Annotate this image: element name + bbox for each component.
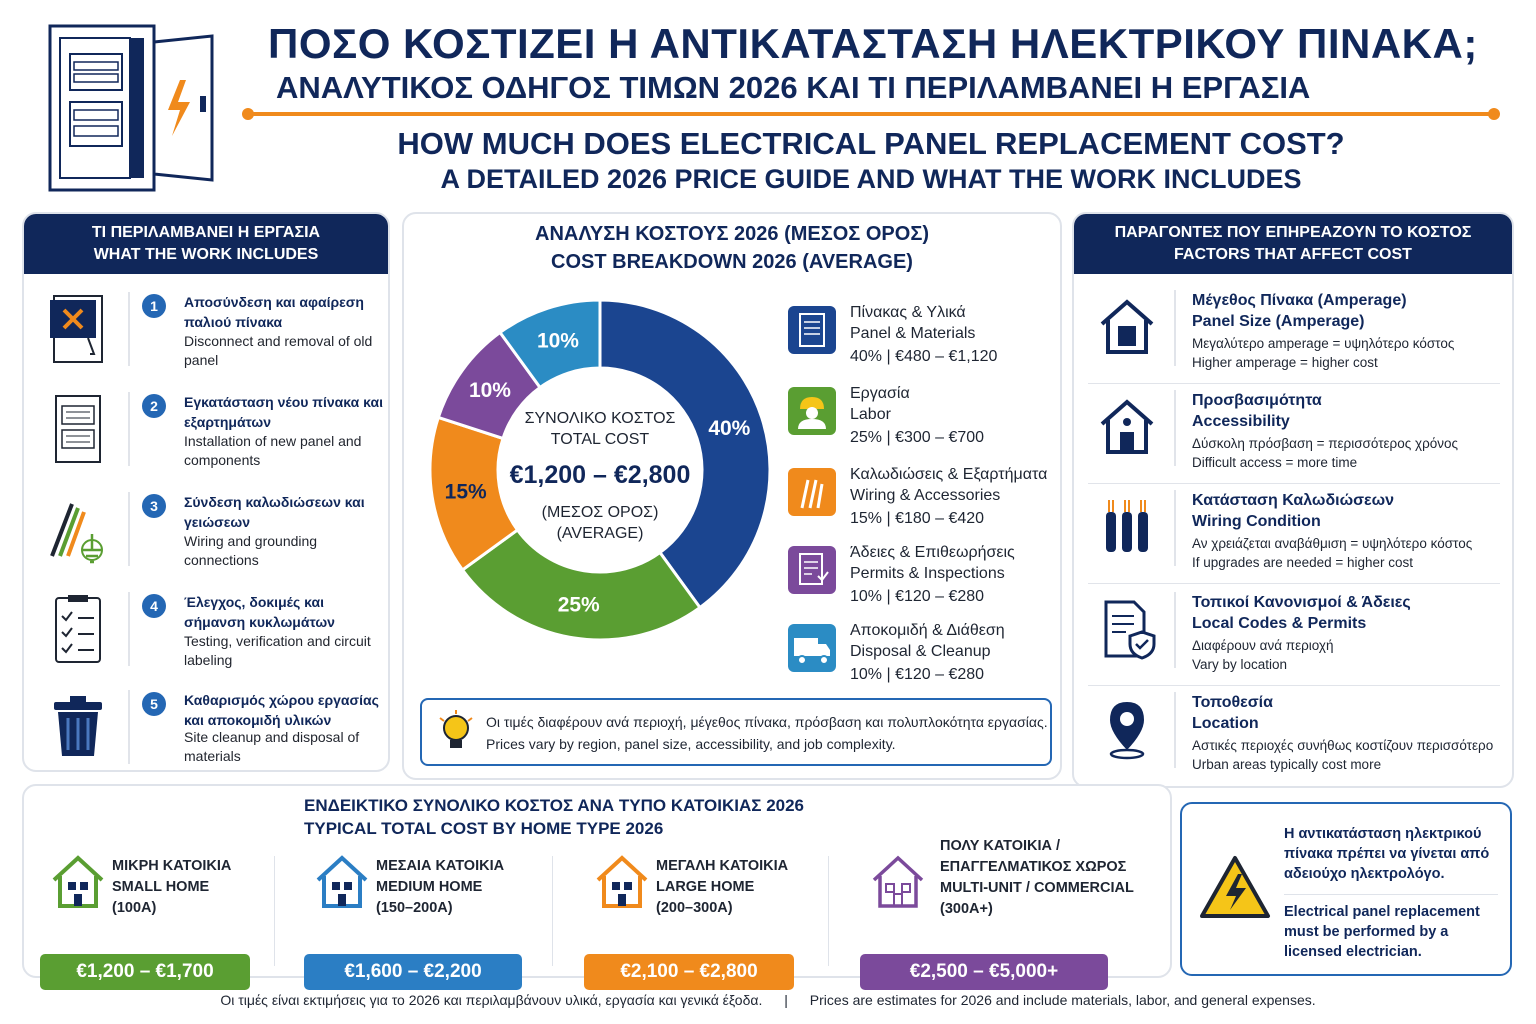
home-type-gr: ΜΙΚΡΗ ΚΑΤΟΙΚΙΑ <box>112 858 232 874</box>
legend-label-gr: Άδειες & Επιθεωρήσεις <box>850 544 1015 561</box>
note-text-en: Prices vary by region, panel size, accessibility, and job complexity. <box>486 736 896 752</box>
house-panel-icon <box>1096 296 1158 358</box>
legend-detail: 15% | €180 – €420 <box>850 510 985 527</box>
home-price-badge: €2,100 – €2,800 <box>584 954 794 990</box>
cost-heading-en: COST BREAKDOWN 2026 (AVERAGE) <box>551 251 913 273</box>
factor-desc-en: Urban areas typically cost more <box>1192 757 1382 772</box>
legend-label-gr: Καλωδιώσεις & Εξαρτήματα <box>850 466 1048 483</box>
work-step <box>24 390 390 486</box>
factor-item <box>1086 284 1500 384</box>
factor-divider <box>1174 592 1176 668</box>
permit-document-icon <box>788 546 836 594</box>
work-includes-header <box>24 214 388 274</box>
page-subtitle-en: A DETAILED 2026 PRICE GUIDE AND WHAT THE WORK INCLUDES <box>440 164 1302 194</box>
step-divider <box>128 690 130 764</box>
factor-desc-gr: Αν χρειάζεται αναβάθμιση = υψηλότερο κόστος <box>1192 536 1473 551</box>
panel-materials-icon <box>788 306 836 354</box>
step-number: 2 <box>142 394 166 418</box>
legend-label-gr: Εργασία <box>850 385 910 402</box>
donut-slice-label: 40% <box>708 416 751 440</box>
factor-separator <box>1088 583 1500 584</box>
new-panel-icon <box>48 394 108 470</box>
total-cost-label-en: TOTAL COST <box>550 431 650 448</box>
donut-slice-label: 10% <box>468 379 511 403</box>
warning-text-gr: Η αντικατάσταση ηλεκτρικού πίνακα πρέπει να γίνεται από αδειούχο ηλεκτρολόγο. <box>1284 826 1490 882</box>
step-divider <box>128 292 130 366</box>
step-number: 1 <box>142 294 166 318</box>
factor-title-gr: Προσβασιμότητα <box>1192 392 1322 409</box>
legend-detail: 40% | €480 – €1,120 <box>850 348 998 365</box>
donut-slice-label: 10% <box>536 329 579 353</box>
electrical-panel-icon <box>48 22 218 194</box>
cost-factors-panel <box>1072 212 1514 788</box>
cables-icon <box>1096 496 1158 558</box>
worker-icon <box>788 387 836 435</box>
home-price-badge: €1,200 – €1,700 <box>40 954 250 990</box>
cost-heading-gr: ΑΝΑΛΥΣΗ ΚΟΣΤΟΥΣ 2026 (ΜΕΣΟΣ ΟΡΟΣ) <box>535 223 929 245</box>
step-title-gr: Εγκατάσταση νέου πίνακα και εξαρτημάτων <box>184 394 383 430</box>
legend-detail: 10% | €120 – €280 <box>850 588 985 605</box>
factor-desc-en: Difficult access = more time <box>1192 455 1358 470</box>
lightbulb-icon <box>436 710 476 756</box>
step-divider <box>128 392 130 466</box>
step-number: 3 <box>142 494 166 518</box>
wiring-ground-icon <box>48 494 108 570</box>
legend-label-gr: Πίνακας & Υλικά <box>850 304 966 321</box>
truck-icon <box>788 624 836 672</box>
donut-slice <box>462 530 699 640</box>
page-title-gr: ΠΟΣΟ ΚΟΣΤΙΖΕΙ Η ΑΝΤΙΚΑΤΑΣΤΑΣΗ ΗΛΕΚΤΡΙΚΟΥ ΠΙΝΑΚΑ; <box>268 20 1478 67</box>
home-type-en: SMALL HOME <box>112 879 210 895</box>
step-title-en: Installation of new panel and components <box>184 433 362 468</box>
page-title-en: HOW MUCH DOES ELECTRICAL PANEL REPLACEMENT COST? <box>397 126 1345 161</box>
home-cost-heading-gr: ΕΝΔΕΙΚΤΙΚΟ ΣΥΝΟΛΙΚΟ ΚΟΣΤΟΣ ΑΝΑ ΤΥΠΟ ΚΑΤΟΙΚΙΑΣ 2026 <box>304 796 805 815</box>
footer-note <box>0 992 1536 1008</box>
home-type-en: MULTI-UNIT / COMMERCIAL <box>940 880 1134 896</box>
legend-item <box>788 302 1058 382</box>
factor-title-en: Panel Size (Amperage) <box>1192 313 1365 330</box>
home-amperage: (150–200A) <box>376 900 453 916</box>
footer-text-en: Prices are estimates for 2026 and include materials, labor, and general expenses. <box>809 992 1316 1008</box>
legend-item <box>788 620 1058 700</box>
factor-desc-gr: Δύσκολη πρόσβαση = περισσότερος χρόνος <box>1192 436 1459 451</box>
home-cost-heading-en: TYPICAL TOTAL COST BY HOME TYPE 2026 <box>304 819 664 838</box>
factor-desc-gr: Αστικές περιοχές συνήθως κοστίζουν περισσότερο <box>1192 738 1494 753</box>
large-house-icon <box>594 854 650 908</box>
column-divider <box>552 856 553 966</box>
work-includes-panel <box>22 212 390 772</box>
factor-title-gr: Μέγεθος Πίνακα (Amperage) <box>1192 292 1407 309</box>
legend-label-en: Permits & Inspections <box>850 565 1005 582</box>
footer-text-gr: Οι τιμές είναι εκτιμήσεις για το 2026 και περιλαμβάνουν υλικά, εργασία και γενικά έξοδα. <box>220 992 763 1008</box>
home-amperage: (100A) <box>112 900 157 916</box>
donut-slice-label: 15% <box>444 480 487 504</box>
home-price-badge: €2,500 – €5,000+ <box>860 954 1108 990</box>
legend-detail: 25% | €300 – €700 <box>850 429 985 446</box>
step-divider <box>128 492 130 566</box>
home-amperage: (300A+) <box>940 901 993 917</box>
factors-heading-gr: ΠΑΡΑΓΟΝΤΕΣ ΠΟΥ ΕΠΗΡΕΑΖΟΥΝ ΤΟ ΚΟΣΤΟΣ <box>1114 224 1472 241</box>
step-number: 5 <box>142 692 166 716</box>
home-type-card <box>304 850 574 980</box>
step-divider <box>128 592 130 666</box>
licensed-electrician-warning <box>1180 802 1512 976</box>
legend-label-gr: Αποκομιδή & Διάθεση <box>850 622 1005 639</box>
factors-heading-en: FACTORS THAT AFFECT COST <box>1174 246 1412 263</box>
total-cost-value: €1,200 – €2,800 <box>509 461 691 489</box>
home-type-panel <box>22 784 1172 982</box>
work-step <box>24 688 390 784</box>
factor-divider <box>1174 390 1176 466</box>
factor-item <box>1086 586 1500 686</box>
step-title-gr: Αποσύνδεση και αφαίρεση παλιού πίνακα <box>184 294 364 330</box>
factor-title-en: Location <box>1192 715 1259 732</box>
work-heading-gr: ΤΙ ΠΕΡΙΛΑΜΒΑΝΕΙ Η ΕΡΓΑΣΙΑ <box>91 224 321 241</box>
step-title-gr: Έλεγχος, δοκιμές και σήμανση κυκλωμάτων <box>184 594 335 630</box>
trash-bin-icon <box>48 692 108 768</box>
work-step <box>24 590 390 686</box>
step-number: 4 <box>142 594 166 618</box>
factor-desc-en: If upgrades are needed = higher cost <box>1192 555 1414 570</box>
donut-center <box>496 410 704 543</box>
average-label-en: (AVERAGE) <box>556 525 644 542</box>
price-note <box>420 698 1052 766</box>
donut-slice-label: 25% <box>557 593 600 617</box>
location-pin-icon <box>1096 698 1158 760</box>
factor-item <box>1086 484 1500 584</box>
home-amperage: (200–300A) <box>656 900 733 916</box>
work-step <box>24 290 390 386</box>
warning-divider <box>1284 894 1498 895</box>
page-subtitle-gr: ΑΝΑΛΥΤΙΚΟΣ ΟΔΗΓΟΣ ΤΙΜΩΝ 2026 ΚΑΙ ΤΙ ΠΕΡΙΛΑΜΒΑΝΕΙ Η ΕΡΓΑΣΙΑ <box>276 70 1311 105</box>
work-step <box>24 490 390 586</box>
medium-house-icon <box>314 854 370 908</box>
footer-separator: | <box>784 992 788 1008</box>
factor-title-en: Local Codes & Permits <box>1192 615 1367 632</box>
old-panel-removal-icon <box>48 294 108 370</box>
factor-title-en: Accessibility <box>1192 413 1290 430</box>
column-divider <box>274 856 275 966</box>
legend-detail: 10% | €120 – €280 <box>850 666 985 683</box>
multi-unit-icon <box>870 854 926 908</box>
legend-label-en: Labor <box>850 406 891 423</box>
factors-header <box>1074 214 1512 274</box>
small-house-icon <box>50 854 106 908</box>
home-type-gr: ΜΕΓΑΛΗ ΚΑΤΟΙΚΙΑ <box>656 858 789 874</box>
factor-divider <box>1174 692 1176 768</box>
factor-title-en: Wiring Condition <box>1192 513 1321 530</box>
legend-item <box>788 464 1058 544</box>
home-type-card <box>860 830 1134 982</box>
step-title-gr: Σύνδεση καλωδιώσεων και γειώσεων <box>184 494 365 530</box>
warning-text-en: Electrical panel replacement must be performed by a licensed electrician. <box>1284 904 1480 960</box>
home-type-card <box>40 850 310 980</box>
column-divider <box>828 856 829 966</box>
home-type-gr-line1: ΠΟΛΥ ΚΑΤΟΙΚΙΑ / <box>940 838 1061 854</box>
legend-item <box>788 542 1058 622</box>
house-access-icon <box>1096 396 1158 458</box>
factor-divider <box>1174 490 1176 566</box>
note-text-gr: Οι τιμές διαφέρουν ανά περιοχή, μέγεθος πίνακα, πρόσβαση και πολυπλοκότητα εργασίας. <box>486 714 1048 730</box>
legend-item <box>788 383 1058 463</box>
home-price-badge: €1,600 – €2,200 <box>304 954 522 990</box>
home-type-en: LARGE HOME <box>656 879 755 895</box>
step-title-en: Disconnect and removal of old panel <box>184 333 373 368</box>
legend-label-en: Wiring & Accessories <box>850 487 1001 504</box>
title-divider <box>246 112 1496 116</box>
legend-label-en: Panel & Materials <box>850 325 976 342</box>
factor-item <box>1086 686 1500 786</box>
factor-desc-gr: Διαφέρουν ανά περιοχή <box>1192 638 1334 653</box>
code-document-icon <box>1096 598 1158 660</box>
factor-desc-en: Higher amperage = higher cost <box>1192 355 1378 370</box>
step-title-gr: Καθαρισμός χώρου εργασίας και αποκομιδή υλικών <box>184 692 379 728</box>
home-type-card <box>584 850 854 980</box>
factor-divider <box>1174 290 1176 366</box>
step-title-en: Testing, verification and circuit labeling <box>184 633 371 668</box>
high-voltage-warning-icon <box>1198 854 1272 920</box>
home-type-en: MEDIUM HOME <box>376 879 483 895</box>
checklist-icon <box>48 594 108 670</box>
work-heading-en: WHAT THE WORK INCLUDES <box>93 246 319 263</box>
average-label-gr: (ΜΕΣΟΣ ΟΡΟΣ) <box>541 504 659 521</box>
home-type-gr: ΜΕΣΑΙΑ ΚΑΤΟΙΚΙΑ <box>376 858 505 874</box>
home-type-gr: ΕΠΑΓΓΕΛΜΑΤΙΚΟΣ ΧΩΡΟΣ <box>940 859 1127 875</box>
factor-title-gr: Κατάσταση Καλωδιώσεων <box>1192 492 1395 509</box>
step-title-en: Site cleanup and disposal of materials <box>184 729 360 764</box>
factor-title-gr: Τοποθεσία <box>1192 694 1273 711</box>
total-cost-label-gr: ΣΥΝΟΛΙΚΟ ΚΟΣΤΟΣ <box>524 410 676 427</box>
factor-desc-en: Vary by location <box>1192 657 1288 672</box>
legend-label-en: Disposal & Cleanup <box>850 643 991 660</box>
factor-title-gr: Τοπικοί Κανονισμοί & Άδειες <box>1192 594 1411 611</box>
cost-breakdown-panel <box>402 212 1062 780</box>
step-title-en: Wiring and grounding connections <box>184 533 318 568</box>
factor-desc-gr: Μεγαλύτερο amperage = υψηλότερο κόστος <box>1192 336 1455 351</box>
wires-icon <box>788 468 836 516</box>
factor-item <box>1086 384 1500 484</box>
